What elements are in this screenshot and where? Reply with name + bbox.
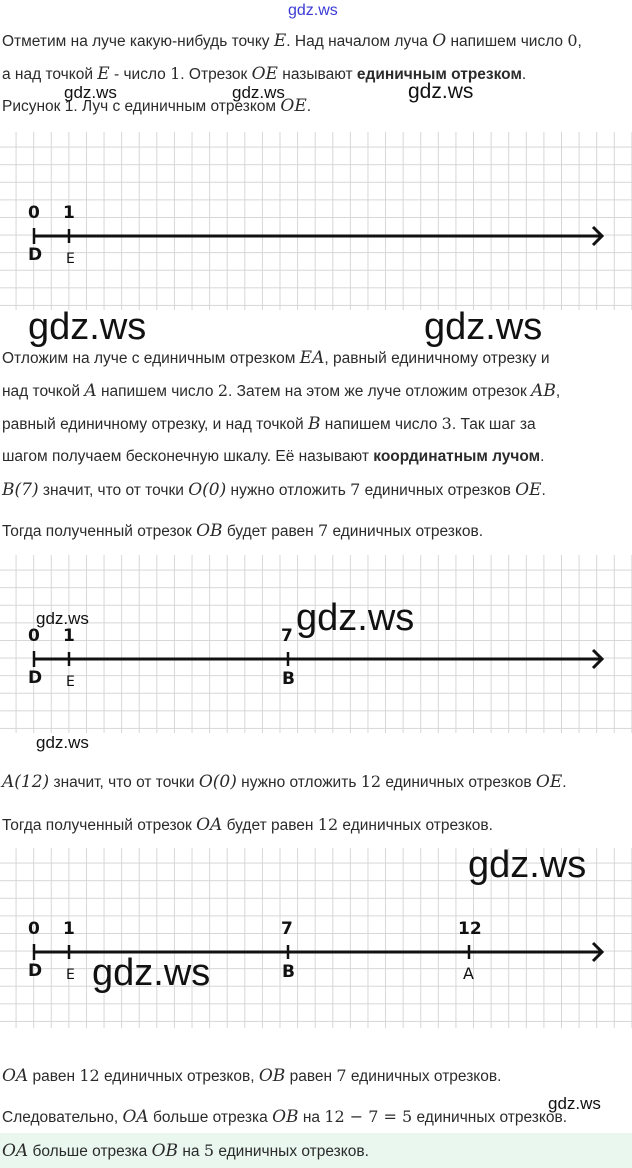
math-3: 3 — [441, 414, 452, 433]
tick-label-0: 0 — [28, 626, 40, 646]
point-label-E: E — [66, 674, 75, 690]
text: , — [555, 383, 561, 400]
text: напишем число — [96, 383, 218, 400]
point-label-E: E — [66, 967, 75, 983]
point-label-B: B — [282, 962, 295, 982]
text: больше отрезка — [28, 1143, 152, 1160]
math-7: 7 — [336, 1066, 347, 1085]
text: . — [521, 66, 527, 83]
math-E: E — [97, 64, 110, 84]
text: значит, что от точки — [38, 482, 189, 499]
text: значит, что от точки — [49, 774, 199, 791]
text: , — [577, 33, 582, 50]
math-OA: OA — [196, 815, 223, 835]
math-OA: OA — [122, 1107, 149, 1127]
point-label-A: A — [463, 964, 474, 983]
text: . — [540, 448, 545, 465]
math-EA: EA — [299, 348, 325, 368]
tick-label-1: 1 — [63, 626, 75, 646]
watermark: gdz.ws — [36, 733, 89, 752]
conclusion-line-2 — [2, 1107, 567, 1128]
math-OE: OE — [251, 64, 278, 84]
watermark: gdz.ws — [92, 952, 211, 994]
text: единичных отрезков. — [214, 1143, 369, 1160]
para2-line-3 — [2, 414, 536, 435]
text: единичных отрезков. — [328, 523, 484, 540]
text: . — [541, 482, 546, 499]
figure-1-grid — [0, 132, 632, 310]
text: единичных отрезков. — [338, 817, 493, 834]
watermark: gdz.ws — [28, 306, 147, 348]
point-label-B: B — [282, 669, 295, 689]
tick-label-0: 0 — [28, 919, 40, 939]
para2-line-1 — [2, 348, 550, 369]
term-coordinate-ray: координатным лучом — [373, 448, 541, 465]
text: будет равен — [222, 523, 318, 540]
text: Тогда полученный отрезок — [2, 817, 197, 834]
math-OE: OE — [535, 772, 563, 792]
math-O: O — [432, 31, 447, 51]
text: Тогда полученный отрезок — [2, 523, 197, 540]
text: единичных отрезков. — [412, 1109, 568, 1126]
tick-label-1: 1 — [63, 203, 75, 223]
watermark: gdz.ws — [424, 306, 543, 348]
text: единичных отрезков, — [99, 1068, 259, 1085]
figure-1-ray — [0, 132, 632, 310]
para2-line-2 — [2, 381, 560, 402]
watermark: gdz.ws — [36, 609, 89, 628]
watermark: gdz.ws — [468, 844, 587, 886]
math-OA: OA — [2, 1141, 29, 1161]
math-A: A — [84, 381, 97, 401]
text: Рисунок 1. Луч с единичным отрезком — [2, 98, 281, 115]
math-7: 7 — [317, 521, 329, 540]
conclusion-answer — [2, 1141, 369, 1162]
point-label-O: D — [28, 668, 43, 688]
math-5: 5 — [203, 1141, 215, 1160]
math-B7: B(7) — [2, 480, 39, 500]
watermark: gdz.ws — [408, 80, 474, 103]
text: . — [306, 98, 312, 115]
text: нужно отложить — [236, 774, 361, 791]
text: над точкой — [2, 383, 85, 400]
watermark: gdz.ws — [64, 83, 117, 102]
figure-2-grid — [0, 555, 632, 733]
text: на — [178, 1143, 204, 1160]
watermark: gdz.ws — [296, 597, 415, 639]
text: называют — [277, 66, 357, 83]
text: , равный единичному отрезку и — [324, 350, 550, 367]
conclusion-line-1 — [2, 1066, 501, 1087]
text: единичных отрезков — [360, 482, 516, 499]
tick-label-0: 0 — [28, 203, 40, 223]
math-OB: OB — [196, 521, 223, 541]
point-label-O: D — [28, 245, 43, 265]
para3-line-2 — [2, 815, 493, 836]
tick-label-7: 7 — [281, 626, 293, 646]
text: на — [298, 1109, 325, 1126]
text: шагом получаем бесконечную шкалу. Её называют — [2, 448, 374, 465]
point-label-O: D — [28, 961, 43, 981]
para2-line-4 — [2, 447, 544, 467]
math-OB: OB — [272, 1107, 299, 1127]
text: напишем число — [320, 416, 442, 433]
text: единичных отрезков — [381, 774, 536, 791]
para2-line-6 — [2, 521, 483, 542]
watermark: gdz.ws — [548, 1094, 601, 1113]
math-7: 7 — [350, 480, 361, 499]
math-O0: O(0) — [198, 772, 237, 792]
tick-label-12: 12 — [458, 919, 482, 939]
math-12: 12 — [360, 772, 382, 791]
text: - число — [109, 66, 171, 83]
text: будет равен — [222, 817, 318, 834]
para3-line-1 — [2, 772, 567, 793]
math-E: E — [273, 31, 287, 51]
math-AB: AB — [531, 381, 556, 401]
math-OE: OE — [280, 96, 307, 116]
text: . — [562, 774, 567, 791]
text: равен — [28, 1068, 80, 1085]
text: больше отрезка — [148, 1109, 273, 1126]
text: нужно отложить — [226, 482, 351, 499]
text: единичных отрезков. — [346, 1068, 502, 1085]
math-B: B — [307, 414, 321, 434]
watermark: gdz.ws — [232, 83, 285, 102]
math-expression: 12 − 7 = 5 — [324, 1107, 413, 1126]
math-0: 0 — [567, 31, 578, 50]
intro-line-1 — [2, 31, 582, 52]
text: . Отрезок — [180, 66, 252, 83]
text: . Затем на этом же луче отложим отрезок — [228, 383, 532, 400]
text: . Над началом луча — [286, 33, 433, 50]
text: . Так шаг за — [451, 416, 536, 433]
math-OE: OE — [515, 480, 542, 500]
tick-label-7: 7 — [281, 919, 293, 939]
math-OB: OB — [258, 1066, 286, 1086]
math-1: 1 — [170, 64, 181, 83]
site-watermark-top: gdz.ws — [288, 2, 338, 19]
text: Следовательно, — [2, 1109, 123, 1126]
math-2: 2 — [217, 381, 229, 400]
math-OA: OA — [2, 1066, 29, 1086]
text: а над точкой — [2, 66, 98, 83]
math-12: 12 — [79, 1066, 100, 1085]
math-12: 12 — [317, 815, 339, 834]
text: равный единичному отрезку, и над точкой — [2, 416, 308, 433]
text: напишем число — [446, 33, 568, 50]
text: Отложим на луче с единичным отрезком — [2, 350, 300, 367]
math-OB: OB — [151, 1141, 179, 1161]
term-unit-segment: единичным отрезком — [356, 66, 522, 83]
math-A12: A(12) — [2, 772, 50, 792]
point-label-E: E — [66, 251, 75, 267]
tick-label-1: 1 — [63, 919, 75, 939]
math-O0: O(0) — [188, 480, 227, 500]
figure-2-ray — [0, 555, 632, 733]
para2-line-5 — [2, 480, 546, 501]
text: Отметим на луче какую-нибудь точку — [2, 33, 274, 50]
text: равен — [285, 1068, 337, 1085]
